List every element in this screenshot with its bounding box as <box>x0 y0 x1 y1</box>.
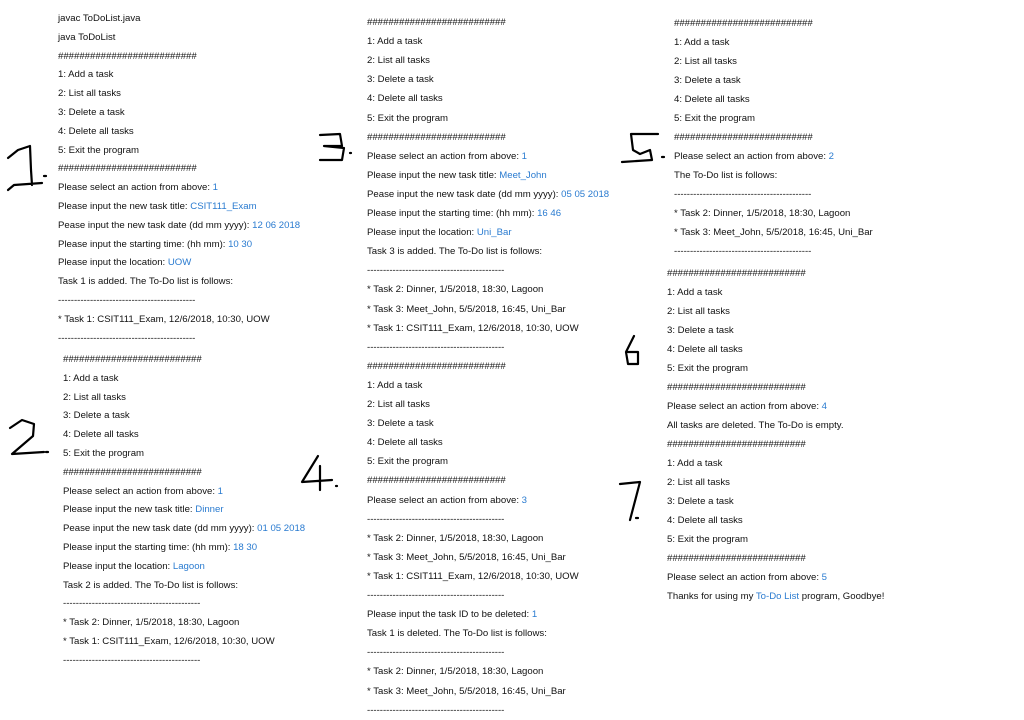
output-text: 2: List all tasks <box>674 56 737 67</box>
output-text: Please input the new task title: <box>58 201 191 212</box>
output-text: Thanks for using my <box>667 591 756 602</box>
user-input-value: 1 <box>217 485 223 497</box>
output-text: 5: Exit the program <box>63 448 145 459</box>
output-text: Please input the starting time: (hh mm): <box>58 238 229 250</box>
output-text: 4: Delete all tasks <box>674 94 750 105</box>
output-text: ########################## <box>674 18 813 29</box>
output-text: ########################## <box>63 354 202 365</box>
handwritten-number-7 <box>620 482 640 520</box>
output-text: 3: Delete a task <box>367 418 434 430</box>
output-text: * Task 3: Meet_John, 5/5/2018, 16:45, Uni_Bar <box>367 551 566 563</box>
user-input-value: 1 <box>531 609 538 621</box>
output-text: 1: Add a task <box>63 372 119 384</box>
user-input-value: 4 <box>821 401 827 412</box>
output-text: 2: List all tasks <box>667 477 730 488</box>
output-text: 4: Delete all tasks <box>667 344 743 355</box>
output-text: program, Goodbye! <box>799 591 885 602</box>
user-input-value: 10 30 <box>228 238 253 250</box>
output-text: ########################## <box>667 553 806 564</box>
output-text: Task 2 is added. The To-Do list is follows: <box>63 579 239 591</box>
output-text: * Task 1: CSIT111_Exam, 12/6/2018, 10:30, UOW <box>367 570 579 582</box>
output-text: Please input the location: <box>58 257 168 269</box>
output-text: 2: List all tasks <box>667 306 730 317</box>
output-text: 4: Delete all tasks <box>367 437 443 449</box>
output-text: * Task 3: Meet_John, 5/5/2018, 16:45, Uni_Bar <box>367 303 566 315</box>
user-input-value: 16 46 <box>537 208 562 219</box>
output-text: Please input the new task title: <box>367 169 500 181</box>
output-text: ########################## <box>674 132 813 143</box>
output-text: ------------------------------------------- <box>63 598 201 610</box>
user-input-value: 1 <box>212 182 218 194</box>
user-input-value: 3 <box>521 494 527 506</box>
output-text: Please select an action from above: <box>667 401 822 412</box>
output-text: * Task 2: Dinner, 1/5/2018, 18:30, Lagoon <box>63 617 240 629</box>
output-text: 2: List all tasks <box>367 399 430 410</box>
output-text: * Task 2: Dinner, 1/5/2018, 18:30, Lagoon <box>367 284 544 296</box>
handwritten-number-6 <box>626 336 638 364</box>
output-text: * Task 2: Dinner, 1/5/2018, 18:30, Lagoon <box>674 208 851 219</box>
user-input-value: 2 <box>828 151 834 162</box>
output-text: ------------------------------------------- <box>58 332 196 344</box>
output-text: ########################## <box>367 131 506 143</box>
output-text: 3: Delete a task <box>367 74 434 86</box>
output-text: 4: Delete all tasks <box>58 125 134 137</box>
user-input-value: To-Do List <box>755 591 800 602</box>
handwritten-number-3 <box>320 134 351 160</box>
output-text: 5: Exit the program <box>367 112 449 124</box>
handwritten-number-5 <box>622 134 664 162</box>
output-text: * Task 2: Dinner, 1/5/2018, 18:30, Lagoon <box>367 532 544 544</box>
output-text: ------------------------------------------- <box>63 654 201 666</box>
user-input-value: UOW <box>167 257 192 269</box>
output-text: Please select an action from above: <box>63 485 218 497</box>
output-text: 1: Add a task <box>674 37 730 48</box>
output-text: ------------------------------------------- <box>367 341 505 353</box>
user-input-value: Dinner <box>195 504 224 516</box>
user-input-value: 01 05 2018 <box>257 523 306 535</box>
output-text: java ToDoList <box>58 31 116 43</box>
output-text: 2: List all tasks <box>58 88 121 100</box>
output-text: ########################## <box>63 466 202 478</box>
output-text: 3: Delete a task <box>58 107 125 118</box>
output-text: * Task 2: Dinner, 1/5/2018, 18:30, Lagoon <box>367 666 544 678</box>
user-input-value: Meet_John <box>499 169 547 181</box>
output-text: Please input the starting time: (hh mm): <box>63 542 234 553</box>
output-text: ------------------------------------------- <box>674 246 812 257</box>
output-text: Please select an action from above: <box>674 151 829 162</box>
output-text: Pease input the new task date (dd mm yyyy): <box>63 523 258 535</box>
output-text: ########################## <box>367 360 506 372</box>
output-text: Task 1 is added. The To-Do list is follows: <box>58 276 234 288</box>
output-text: 4: Delete all tasks <box>367 93 443 105</box>
output-text: * Task 3: Meet_John, 5/5/2018, 16:45, Uni_Bar <box>367 685 566 697</box>
output-text: Please select an action from above: <box>367 150 522 162</box>
output-text: ########################## <box>367 17 506 28</box>
output-text: 3: Delete a task <box>674 75 741 86</box>
output-text: Please input the starting time: (hh mm): <box>367 208 538 219</box>
handwritten-number-4 <box>302 456 337 490</box>
output-text: ------------------------------------------- <box>367 704 505 716</box>
output-text: 5: Exit the program <box>367 456 449 468</box>
output-text: ------------------------------------------- <box>674 189 812 200</box>
output-text: 1: Add a task <box>367 379 423 391</box>
output-text: javac ToDoList.java <box>58 13 141 24</box>
output-text: Please input the location: <box>367 227 477 239</box>
output-text: 5: Exit the program <box>674 113 756 124</box>
output-text: Please input the new task title: <box>63 504 196 516</box>
user-input-value: Uni_Bar <box>476 227 512 239</box>
output-text: ------------------------------------------- <box>367 647 505 659</box>
output-text: Please select an action from above: <box>367 494 522 506</box>
output-text: 1: Add a task <box>58 69 114 81</box>
output-text: ------------------------------------------- <box>58 295 196 306</box>
output-text: The To-Do list is follows: <box>674 170 778 181</box>
output-text: * Task 3: Meet_John, 5/5/2018, 16:45, Uni_Bar <box>674 227 873 238</box>
user-input-value: 12 06 2018 <box>252 219 301 231</box>
output-text: Task 1 is deleted. The To-Do list is follows: <box>367 628 547 640</box>
user-input-value: 5 <box>821 572 827 583</box>
output-text: * Task 1: CSIT111_Exam, 12/6/2018, 10:30, UOW <box>58 313 270 325</box>
handwritten-number-2 <box>10 420 48 454</box>
output-text: Please select an action from above: <box>58 182 213 194</box>
handwritten-number-1 <box>8 146 46 190</box>
output-text: 1: Add a task <box>667 287 723 298</box>
output-text: 3: Delete a task <box>667 325 734 336</box>
output-text: ------------------------------------------- <box>367 513 505 525</box>
output-text: Please input the task ID to be deleted: <box>367 609 532 621</box>
output-text: Task 3 is added. The To-Do list is follows: <box>367 246 543 258</box>
output-text: 2: List all tasks <box>63 391 126 403</box>
output-text: ------------------------------------------- <box>367 265 505 277</box>
user-input-value: 05 05 2018 <box>561 188 610 200</box>
output-text: ########################## <box>667 439 806 450</box>
output-text: 2: List all tasks <box>367 55 430 67</box>
output-text: 5: Exit the program <box>58 144 140 156</box>
user-input-value: 1 <box>521 150 527 162</box>
output-text: * Task 1: CSIT111_Exam, 12/6/2018, 10:30, UOW <box>63 636 275 647</box>
user-input-value: 18 30 <box>233 542 258 553</box>
output-text: 3: Delete a task <box>63 410 130 422</box>
user-input-value: Lagoon <box>172 560 205 572</box>
output-text: 4: Delete all tasks <box>667 515 743 526</box>
output-text: ########################## <box>667 268 806 279</box>
output-text: Pease input the new task date (dd mm yyyy): <box>367 188 562 200</box>
output-text: 5: Exit the program <box>667 363 749 374</box>
output-text: 4: Delete all tasks <box>63 429 139 441</box>
output-text: 1: Add a task <box>667 458 723 469</box>
output-text: 5: Exit the program <box>667 534 749 545</box>
output-text: 1: Add a task <box>367 36 423 48</box>
output-text: Please input the location: <box>63 560 173 572</box>
output-text: ########################## <box>667 382 806 393</box>
output-text: Pease input the new task date (dd mm yyyy): <box>58 219 253 231</box>
output-text: * Task 1: CSIT111_Exam, 12/6/2018, 10:30, UOW <box>367 322 579 334</box>
output-text: ########################## <box>367 475 506 487</box>
output-text: ########################## <box>58 163 197 175</box>
output-text: All tasks are deleted. The To-Do is empty. <box>667 420 844 431</box>
output-text: ------------------------------------------- <box>367 590 505 601</box>
user-input-value: CSIT111_Exam <box>190 201 257 212</box>
output-text: Please select an action from above: <box>667 572 822 583</box>
output-text: ########################## <box>58 50 197 62</box>
output-text: 3: Delete a task <box>667 496 734 507</box>
